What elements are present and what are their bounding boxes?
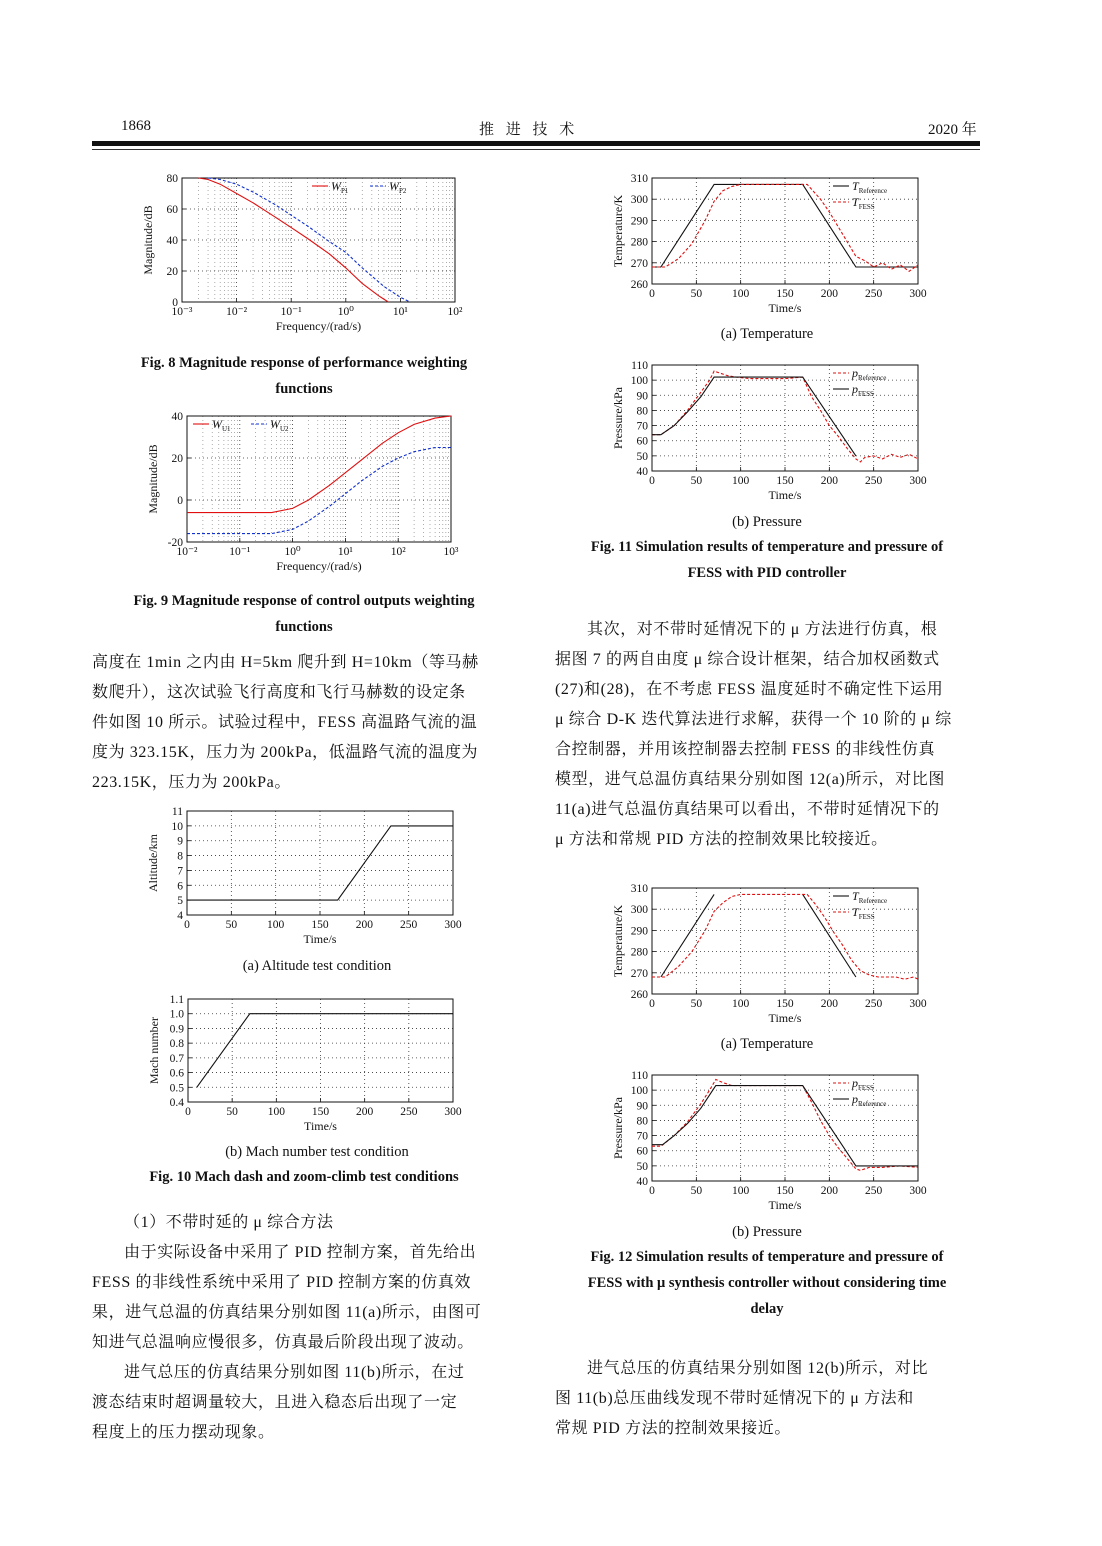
y-tick-label: 90 (636, 390, 648, 403)
x-tick-label: 250 (865, 1185, 883, 1197)
text-line: 进气总压的仿真结果分别如图 12(b)所示，对比 (587, 1360, 929, 1377)
fig12-caption-line1: Fig. 12 Simulation results of temperature and pressure of (590, 1249, 944, 1265)
x-tick-label: 10⁻² (226, 306, 248, 318)
text-line: 件如图 10 所示。试验过程中，FESS 高温路气流的温 (92, 714, 478, 731)
legend-subscript: P1 (341, 187, 349, 195)
x-tick-label: 300 (909, 288, 927, 300)
x-tick-label: 10⁻³ (171, 306, 193, 318)
x-tick-label: 300 (444, 919, 462, 931)
series-line-p_fess (652, 377, 856, 456)
legend-subscript: FESS (858, 203, 875, 211)
x-tick-label: 100 (267, 1106, 285, 1118)
header-rule-thin (92, 149, 980, 150)
x-tick-label: 10¹ (392, 306, 408, 318)
x-tick-label: 10⁰ (284, 546, 301, 558)
series-line-t_reference (661, 894, 714, 977)
fig8-caption-line2: functions (275, 381, 333, 397)
y-tick-label: 300 (630, 904, 648, 917)
legend-subscript: P2 (399, 187, 407, 195)
y-tick-label: 100 (630, 1085, 648, 1098)
x-tick-label: 150 (776, 475, 794, 487)
y-tick-label: 0 (172, 297, 178, 309)
x-tick-label: 300 (909, 475, 927, 487)
legend-subscript: FESS (858, 913, 875, 921)
fig9-caption-line2: functions (275, 619, 333, 635)
y-tick-label: 1.1 (169, 994, 184, 1006)
y-axis-label: Magnitude/dB (146, 444, 160, 514)
text-line: 常规 PID 方法的控制效果接近。 (555, 1420, 791, 1437)
x-tick-label: 10⁻¹ (280, 306, 302, 318)
y-tick-label: 110 (631, 360, 648, 372)
y-tick-label: 0.5 (169, 1082, 184, 1095)
fig9-chart (140, 405, 470, 585)
x-tick-label: 50 (226, 1106, 238, 1118)
y-tick-label: 100 (630, 375, 648, 388)
x-tick-label: 10¹ (337, 546, 353, 558)
x-tick-label: 10³ (443, 546, 459, 558)
y-tick-label: 290 (630, 925, 648, 938)
legend-subscript: U2 (280, 425, 289, 433)
x-tick-label: 200 (820, 475, 838, 487)
fig10b-chart (140, 985, 470, 1135)
legend-label: $p_{FESS}$ (852, 1076, 874, 1092)
y-tick-label: 50 (636, 1160, 648, 1173)
x-tick-label: 250 (865, 288, 883, 300)
text-line: 据图 7 的两自由度 μ 综合设计框架，结合加权函数式 (555, 651, 940, 668)
text-line: 11(a)进气总温仿真结果可以看出，不带时延情况下的 (555, 801, 940, 818)
x-tick-label: 200 (355, 919, 373, 931)
legend-label: $p_{FESS}$ (852, 382, 874, 398)
x-tick-label: 50 (690, 1185, 703, 1197)
y-tick-label: 0.9 (169, 1023, 184, 1036)
x-tick-label: 0 (649, 1185, 655, 1197)
y-tick-label: 60 (636, 1145, 648, 1158)
x-axis-label: Time/s (768, 1011, 802, 1025)
x-tick-label: 150 (776, 998, 794, 1010)
legend-subscript: Reference (858, 187, 888, 195)
fig11-caption-line2: FESS with PID controller (687, 565, 847, 581)
y-tick-label: 60 (166, 204, 178, 216)
text-line: 由于实际设备中采用了 PID 控制方案，首先给出 (124, 1244, 477, 1261)
fig12b-chart (595, 1062, 945, 1212)
x-tick-label: 0 (184, 919, 190, 931)
y-tick-label: 270 (630, 967, 648, 980)
y-tick-label: 4 (177, 910, 183, 922)
y-tick-label: 80 (636, 1115, 648, 1128)
y-tick-label: 0.8 (169, 1038, 184, 1051)
y-tick-label: 40 (166, 235, 178, 247)
x-tick-label: 200 (820, 998, 838, 1010)
header-rule-thick (92, 141, 980, 146)
y-tick-label: 9 (177, 835, 183, 848)
fig8-caption-line1: Fig. 8 Magnitude response of performance weighting (140, 355, 468, 371)
text-line: μ 方法和常规 PID 方法的控制效果比较接近。 (555, 831, 888, 848)
y-axis-label: Mach number (147, 1017, 161, 1084)
x-tick-label: 300 (909, 998, 927, 1010)
x-tick-label: 300 (444, 1106, 462, 1118)
legend-subscript: FESS (858, 390, 874, 398)
text-line: 度为 323.15K，压力为 200kPa，低温路气流的温度为 (92, 744, 479, 761)
fig10-caption: Fig. 10 Mach dash and zoom-climb test conditions (149, 1169, 459, 1185)
y-tick-label: 6 (177, 880, 183, 893)
x-tick-label: 300 (909, 1185, 927, 1197)
fig11a-chart (595, 165, 945, 315)
x-axis-label: Time/s (768, 488, 802, 502)
fig12a-subcaption: (a) Temperature (720, 1036, 814, 1052)
x-tick-label: 0 (185, 1106, 191, 1118)
fig11b-chart (595, 355, 945, 505)
y-tick-label: 110 (631, 1070, 648, 1082)
legend-label: $W_{P1}$ (331, 179, 349, 195)
x-tick-label: 50 (690, 288, 703, 300)
fig12a-chart (595, 875, 945, 1025)
fig11a-subcaption: (a) Temperature (720, 326, 814, 342)
text-line: FESS 的非线性系统中采用了 PID 控制方案的仿真效 (92, 1274, 472, 1291)
journal-title: 推 进 技 术 (479, 122, 579, 138)
plot-frame (188, 999, 453, 1102)
plot-frame (187, 416, 451, 542)
fig9-caption (92, 588, 516, 640)
x-tick-label: 100 (732, 1185, 750, 1197)
y-tick-label: 0.6 (169, 1067, 184, 1080)
text-line: 模型，进气总温仿真结果分别如图 12(a)所示，对比图 (555, 771, 945, 788)
fig11-caption (555, 534, 979, 586)
x-tick-label: 250 (865, 998, 883, 1010)
y-tick-label: 260 (630, 279, 648, 291)
y-tick-label: 280 (630, 236, 648, 249)
x-tick-label: 150 (776, 1185, 794, 1197)
y-tick-label: 0.4 (169, 1097, 184, 1109)
y-tick-label: 11 (171, 806, 183, 818)
x-tick-label: 50 (690, 475, 703, 487)
legend-subscript: Reference (858, 374, 887, 382)
y-tick-label: 310 (630, 173, 648, 185)
y-tick-label: 40 (636, 1176, 648, 1188)
text-line: 223.15K，压力为 200kPa。 (92, 774, 291, 791)
x-tick-label: 250 (400, 1106, 418, 1118)
text-line: μ 综合 D-K 迭代算法进行求解，获得一个 10 阶的 μ 综 (555, 711, 952, 728)
x-tick-label: 50 (225, 919, 238, 931)
x-tick-label: 150 (311, 919, 329, 931)
x-tick-label: 100 (732, 998, 750, 1010)
x-axis-label: Time/s (304, 1119, 337, 1133)
legend-subscript: Reference (858, 1100, 887, 1108)
x-tick-label: 10⁻² (176, 546, 198, 558)
x-tick-label: 200 (820, 288, 838, 300)
x-tick-label: 10² (390, 546, 406, 558)
series-line-p_reference (652, 371, 918, 462)
x-tick-label: 200 (356, 1106, 374, 1118)
fig8-chart (140, 165, 470, 350)
text-line: 程度上的压力摆动现象。 (92, 1424, 275, 1441)
fig10a-chart (140, 800, 470, 952)
x-tick-label: 10² (447, 306, 463, 318)
text-line: 图 11(b)总压曲线发现不带时延情况下的 μ 方法和 (555, 1390, 914, 1407)
text-line: 合控制器，并用该控制器去控制 FESS 的非线性仿真 (555, 741, 936, 758)
y-tick-label: 290 (630, 215, 648, 228)
legend-subscript: FESS (858, 1084, 874, 1092)
y-tick-label: 280 (630, 946, 648, 959)
series-line-p_fess (652, 1080, 918, 1171)
fig11-caption-line1: Fig. 11 Simulation results of temperature and pressure of (590, 539, 944, 555)
x-axis-label: Frequency/(rad/s) (276, 559, 362, 573)
x-tick-label: 150 (776, 288, 794, 300)
text-line: 高度在 1min 之内由 H=5km 爬升到 H=10km（等马赫 (92, 654, 479, 671)
y-tick-label: 70 (636, 1130, 648, 1143)
x-tick-label: 10⁰ (337, 306, 354, 318)
x-tick-label: 100 (267, 919, 285, 931)
y-tick-label: 300 (630, 194, 648, 207)
y-tick-label: 20 (171, 453, 183, 465)
legend-label: $W_{U2}$ (270, 417, 289, 433)
y-tick-label: 40 (636, 466, 648, 478)
fig12-caption-line2: FESS with μ synthesis controller without considering time (587, 1275, 947, 1291)
x-axis-label: Time/s (768, 1198, 802, 1212)
y-tick-label: 70 (636, 420, 648, 433)
x-tick-label: 0 (649, 475, 655, 487)
x-axis-label: Time/s (768, 301, 802, 315)
y-tick-label: 80 (636, 405, 648, 418)
series-line-w_u2 (187, 448, 451, 534)
y-axis-label: Temperature/K (611, 194, 625, 268)
y-axis-label: Altitude/km (146, 834, 160, 892)
series-line-mach (197, 1014, 453, 1088)
legend-subscript: Reference (858, 897, 888, 905)
legend-label: $T_{FESS}$ (852, 905, 875, 921)
y-tick-label: 0.7 (169, 1052, 184, 1065)
text-line: 渡态结束时超调量较大，且进入稳态后出现了一定 (92, 1394, 458, 1411)
legend-label: $T_{Reference}$ (852, 179, 888, 195)
section-title: （1）不带时延的 μ 综合方法 (124, 1214, 334, 1231)
y-axis-label: Magnitude/dB (141, 205, 155, 275)
fig12-caption-line3: delay (750, 1301, 784, 1317)
year: 2020 年 (928, 122, 977, 138)
fig8-caption (92, 350, 516, 402)
x-tick-label: 250 (400, 919, 418, 931)
y-tick-label: 260 (630, 989, 648, 1001)
legend-label: $T_{FESS}$ (852, 195, 875, 211)
left-section-title (92, 1208, 516, 1238)
legend-label: $p_{Reference}$ (852, 1092, 887, 1108)
y-tick-label: 5 (177, 895, 183, 908)
y-tick-label: 10 (171, 820, 183, 833)
page-number: 1868 (121, 118, 151, 134)
fig11b-subcaption: (b) Pressure (732, 514, 802, 530)
y-tick-label: -20 (167, 537, 183, 549)
text-line: 其次，对不带时延情况下的 μ 方法进行仿真，根 (587, 621, 938, 638)
y-axis-label: Temperature/K (611, 904, 625, 978)
y-tick-label: 90 (636, 1100, 648, 1113)
legend-label: $p_{Reference}$ (852, 366, 887, 382)
y-tick-label: 270 (630, 257, 648, 270)
y-tick-label: 0 (177, 495, 183, 507)
y-tick-label: 80 (166, 173, 178, 185)
y-tick-label: 50 (636, 450, 648, 463)
legend-label: $W_{P2}$ (389, 179, 407, 195)
x-tick-label: 50 (690, 998, 703, 1010)
x-tick-label: 100 (732, 288, 750, 300)
x-tick-label: 0 (649, 288, 655, 300)
text-line: 进气总压的仿真结果分别如图 11(b)所示，在过 (124, 1364, 465, 1381)
fig10b-subcaption: (b) Mach number test condition (225, 1144, 409, 1160)
text-line: 知进气总温响应慢很多，仿真最后阶段出现了波动。 (92, 1334, 474, 1351)
x-tick-label: 100 (732, 475, 750, 487)
fig9-caption-line1: Fig. 9 Magnitude response of control outputs weighting (133, 593, 475, 609)
legend-label: $W_{U1}$ (212, 417, 231, 433)
fig12-caption (555, 1244, 979, 1322)
y-tick-label: 20 (166, 266, 178, 278)
left-para-2 (92, 1238, 516, 1448)
y-tick-label: 8 (177, 850, 183, 863)
legend-subscript: U1 (222, 425, 231, 433)
y-axis-label: Pressure/kPa (611, 387, 625, 449)
series-line-p_reference (652, 1086, 918, 1166)
x-axis-label: Frequency/(rad/s) (275, 319, 362, 333)
fig10a-subcaption: (a) Altitude test condition (242, 958, 392, 974)
x-tick-label: 10⁻¹ (229, 546, 251, 558)
y-tick-label: 1.0 (169, 1008, 184, 1021)
y-axis-label: Pressure/kPa (611, 1097, 625, 1159)
y-tick-label: 60 (636, 435, 648, 448)
legend-label: $T_{Reference}$ (852, 889, 888, 905)
y-tick-label: 310 (630, 883, 648, 895)
text-line: 果，进气总温的仿真结果分别如图 11(a)所示，由图可 (92, 1304, 482, 1321)
text-line: (27)和(28)，在不考虑 FESS 温度延时不确定性下运用 (555, 681, 944, 698)
y-tick-label: 40 (171, 411, 183, 423)
right-para-1 (555, 615, 979, 855)
text-line: 数爬升），这次试验飞行高度和飞行马赫数的设定条 (92, 684, 466, 701)
left-para-1 (92, 648, 516, 798)
right-para-2 (555, 1354, 979, 1444)
x-tick-label: 200 (820, 1185, 838, 1197)
fig12b-subcaption: (b) Pressure (732, 1224, 802, 1240)
y-tick-label: 7 (177, 865, 183, 878)
x-tick-label: 250 (865, 475, 883, 487)
x-tick-label: 0 (649, 998, 655, 1010)
x-axis-label: Time/s (303, 932, 337, 946)
x-tick-label: 150 (311, 1106, 330, 1118)
